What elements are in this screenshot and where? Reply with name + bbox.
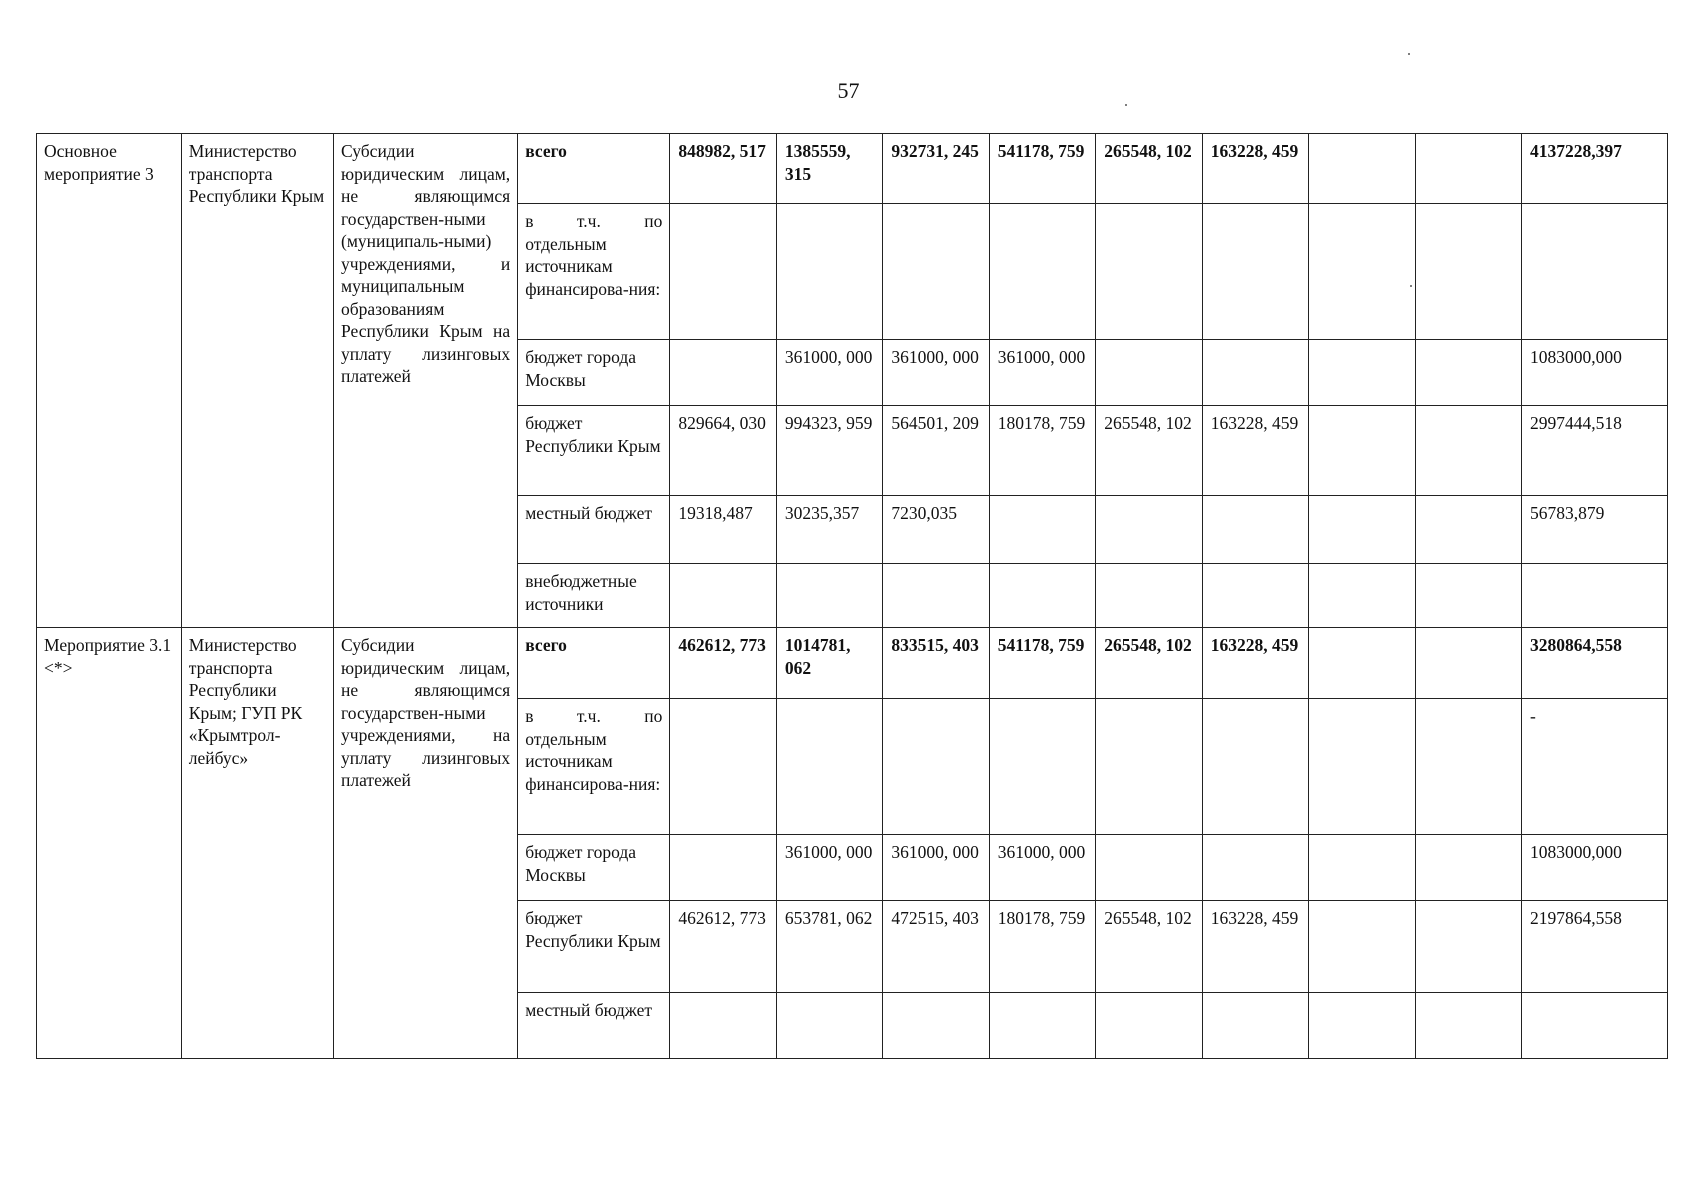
value-cell <box>1096 993 1202 1059</box>
value-cell <box>1415 340 1521 406</box>
value-cell: 1014781, 062 <box>776 628 882 699</box>
value-cell <box>1415 993 1521 1059</box>
value-cell <box>1309 134 1415 204</box>
value-cell <box>1202 699 1308 835</box>
scan-speck <box>1410 285 1412 287</box>
value-cell: 472515, 403 <box>883 901 989 993</box>
value-cell <box>1415 699 1521 835</box>
value-cell: 541178, 759 <box>989 134 1095 204</box>
value-cell <box>1415 496 1521 564</box>
value-cell <box>989 204 1095 340</box>
value-cell: 163228, 459 <box>1202 628 1308 699</box>
page-number: 57 <box>837 78 860 103</box>
value-cell <box>670 204 776 340</box>
value-cell <box>1202 993 1308 1059</box>
value-cell <box>1202 564 1308 628</box>
value-cell: 564501, 209 <box>883 406 989 496</box>
value-cell <box>1309 835 1415 901</box>
value-cell <box>989 496 1095 564</box>
value-cell <box>1415 901 1521 993</box>
value-cell <box>1415 204 1521 340</box>
value-cell <box>776 699 882 835</box>
total-cell: - <box>1522 699 1668 835</box>
value-cell <box>1096 496 1202 564</box>
total-cell: 1083000,000 <box>1522 835 1668 901</box>
value-cell <box>1202 204 1308 340</box>
value-cell: 994323, 959 <box>776 406 882 496</box>
value-cell: 462612, 773 <box>670 901 776 993</box>
event-cell: Основное мероприятие 3 <box>37 134 182 628</box>
source-label: в т.ч. по отдельным источникам финансирова-ния: <box>518 699 670 835</box>
value-cell: 361000, 000 <box>883 835 989 901</box>
value-cell: 180178, 759 <box>989 901 1095 993</box>
source-label: всего <box>518 628 670 699</box>
source-label: бюджет города Москвы <box>518 340 670 406</box>
value-cell <box>670 564 776 628</box>
value-cell <box>670 993 776 1059</box>
value-cell <box>776 204 882 340</box>
value-cell <box>670 340 776 406</box>
total-cell: 4137228,397 <box>1522 134 1668 204</box>
value-cell: 361000, 000 <box>883 340 989 406</box>
funding-table <box>36 133 1668 1059</box>
value-cell: 462612, 773 <box>670 628 776 699</box>
value-cell: 19318,487 <box>670 496 776 564</box>
value-cell <box>1309 204 1415 340</box>
value-cell <box>1309 340 1415 406</box>
table-row <box>37 134 1668 204</box>
value-cell <box>1309 496 1415 564</box>
total-cell: 1083000,000 <box>1522 340 1668 406</box>
value-cell <box>1309 628 1415 699</box>
description-cell: Субсидии юридическим лицам, не являющимся государствен-ными учреждениями, на уплату лизинговых платежей <box>334 628 518 1059</box>
scan-speck <box>1125 104 1127 106</box>
description-cell: Субсидии юридическим лицам, не являющимся государствен-ными (муниципаль-ными) учреждениями, и муниципальным образованиям Республики Крым на уплату лизинговых платежей <box>334 134 518 628</box>
scan-speck <box>1408 53 1410 55</box>
value-cell: 265548, 102 <box>1096 406 1202 496</box>
value-cell: 1385559, 315 <box>776 134 882 204</box>
value-cell: 30235,357 <box>776 496 882 564</box>
value-cell: 180178, 759 <box>989 406 1095 496</box>
table-body <box>37 134 1668 1059</box>
source-label: местный бюджет <box>518 993 670 1059</box>
value-cell <box>1415 628 1521 699</box>
value-cell: 265548, 102 <box>1096 628 1202 699</box>
executor-cell: Министерство транспорта Республики Крым; ГУП РК «Крымтрол-лейбус» <box>181 628 333 1059</box>
total-cell <box>1522 993 1668 1059</box>
source-label: бюджет Республики Крым <box>518 406 670 496</box>
value-cell <box>1096 564 1202 628</box>
value-cell <box>883 564 989 628</box>
value-cell <box>989 993 1095 1059</box>
value-cell <box>989 564 1095 628</box>
value-cell <box>1309 406 1415 496</box>
value-cell: 541178, 759 <box>989 628 1095 699</box>
source-label: бюджет города Москвы <box>518 835 670 901</box>
value-cell: 163228, 459 <box>1202 901 1308 993</box>
value-cell <box>1415 835 1521 901</box>
value-cell <box>1415 564 1521 628</box>
executor-cell: Министерство транспорта Республики Крым <box>181 134 333 628</box>
table-row <box>37 628 1668 699</box>
value-cell <box>1096 699 1202 835</box>
value-cell <box>883 993 989 1059</box>
value-cell <box>1309 901 1415 993</box>
value-cell <box>1309 993 1415 1059</box>
source-label: внебюджетные источники <box>518 564 670 628</box>
value-cell <box>1415 134 1521 204</box>
value-cell <box>776 993 882 1059</box>
value-cell <box>1309 564 1415 628</box>
value-cell <box>1202 340 1308 406</box>
total-cell: 2197864,558 <box>1522 901 1668 993</box>
value-cell: 829664, 030 <box>670 406 776 496</box>
value-cell <box>670 699 776 835</box>
event-cell: Мероприятие 3.1 <*> <box>37 628 182 1059</box>
source-label: местный бюджет <box>518 496 670 564</box>
value-cell <box>883 699 989 835</box>
value-cell: 265548, 102 <box>1096 901 1202 993</box>
value-cell: 653781, 062 <box>776 901 882 993</box>
value-cell: 361000, 000 <box>989 835 1095 901</box>
value-cell <box>1096 340 1202 406</box>
value-cell: 163228, 459 <box>1202 134 1308 204</box>
total-cell <box>1522 564 1668 628</box>
value-cell <box>1415 406 1521 496</box>
value-cell <box>1096 835 1202 901</box>
value-cell: 265548, 102 <box>1096 134 1202 204</box>
value-cell: 361000, 000 <box>989 340 1095 406</box>
value-cell <box>1096 204 1202 340</box>
value-cell: 833515, 403 <box>883 628 989 699</box>
value-cell: 361000, 000 <box>776 340 882 406</box>
value-cell <box>1202 835 1308 901</box>
source-label: бюджет Республики Крым <box>518 901 670 993</box>
value-cell <box>883 204 989 340</box>
value-cell: 7230,035 <box>883 496 989 564</box>
total-cell <box>1522 204 1668 340</box>
value-cell <box>1202 496 1308 564</box>
total-cell: 2997444,518 <box>1522 406 1668 496</box>
value-cell: 932731, 245 <box>883 134 989 204</box>
value-cell: 848982, 517 <box>670 134 776 204</box>
value-cell: 361000, 000 <box>776 835 882 901</box>
value-cell <box>989 699 1095 835</box>
total-cell: 56783,879 <box>1522 496 1668 564</box>
value-cell <box>776 564 882 628</box>
source-label: всего <box>518 134 670 204</box>
value-cell <box>1309 699 1415 835</box>
total-cell: 3280864,558 <box>1522 628 1668 699</box>
value-cell: 163228, 459 <box>1202 406 1308 496</box>
value-cell <box>670 835 776 901</box>
source-label: в т.ч. по отдельным источникам финансирова-ния: <box>518 204 670 340</box>
